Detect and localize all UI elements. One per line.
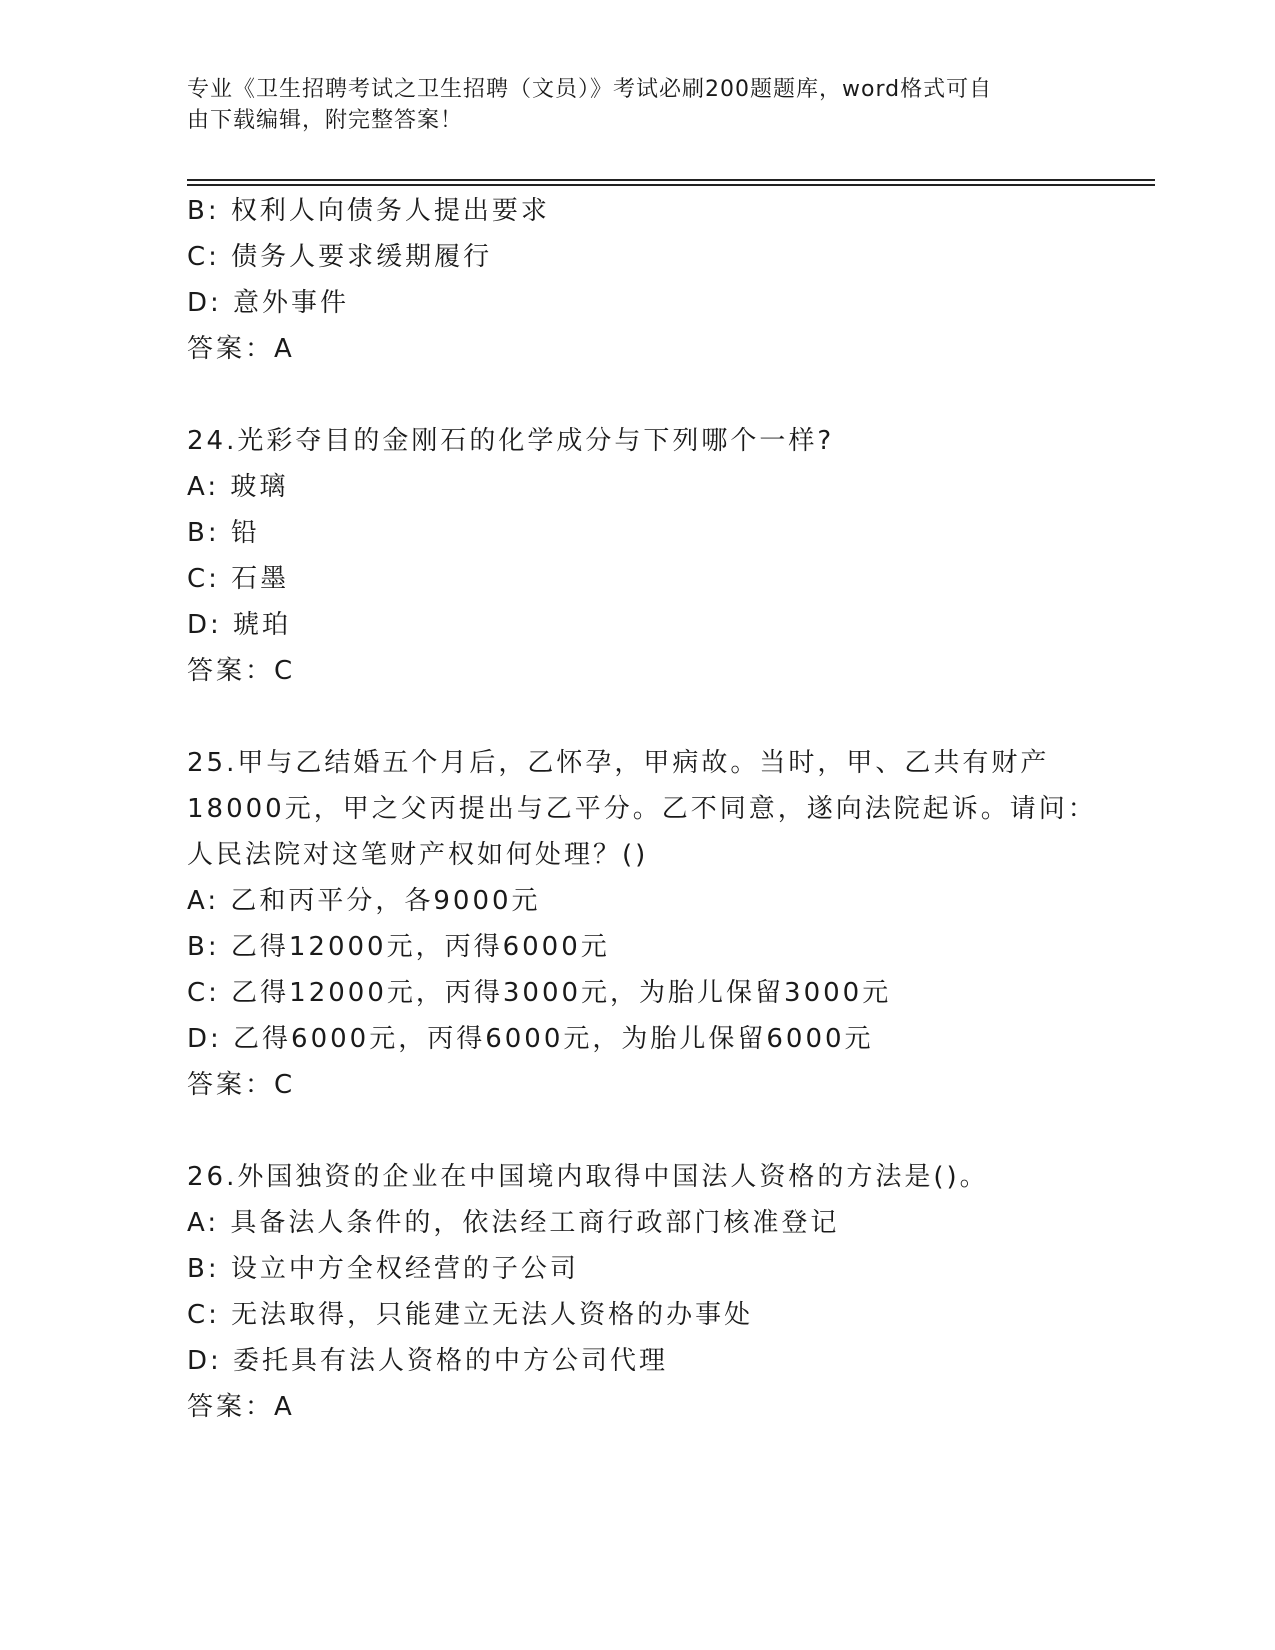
question-text: 24.光彩夺目的金刚石的化学成分与下列哪个一样?: [187, 426, 835, 456]
question-text: 26.外国独资的企业在中国境内取得中国法人资格的方法是()。: [187, 1162, 989, 1192]
option-b: B: 铅: [187, 518, 260, 548]
option-b: B: 权利人向债务人提出要求: [187, 196, 550, 226]
option-b: B: 乙得12000元，丙得6000元: [187, 932, 610, 962]
spacer: [187, 694, 1087, 740]
question-block-25: [187, 740, 1097, 1108]
option-d: D: 委托具有法人资格的中方公司代理: [187, 1346, 669, 1376]
option-d: D: 意外事件: [187, 288, 350, 318]
spacer: [187, 1108, 1087, 1154]
question-text-line-3: 人民法院对这笔财产权如何处理？(): [187, 840, 649, 870]
header-line-2: 由下载编辑，附完整答案！: [187, 108, 464, 133]
answer-line: 答案：A: [187, 334, 295, 364]
option-a: A: 乙和丙平分，各9000元: [187, 886, 541, 916]
option-d: D: 琥珀: [187, 610, 292, 640]
question-list: [187, 188, 1097, 1430]
question-block-24: [187, 418, 1087, 694]
answer-line: 答案：C: [187, 1070, 296, 1100]
spacer: [187, 372, 1087, 418]
option-a: A: 玻璃: [187, 472, 289, 502]
answer-line: 答案：A: [187, 1392, 295, 1422]
question-block-23: [187, 188, 1087, 372]
answer-line: 答案：C: [187, 656, 296, 686]
option-c: C: 乙得12000元，丙得3000元，为胎儿保留3000元: [187, 978, 892, 1008]
option-c: C: 石墨: [187, 564, 290, 594]
document-header: [187, 74, 1067, 136]
option-b: B: 设立中方全权经营的子公司: [187, 1254, 579, 1284]
question-text-line-2: 18000元，甲之父丙提出与乙平分。乙不同意，遂向法院起诉。请问：: [187, 794, 1097, 824]
option-c: C: 债务人要求缓期履行: [187, 242, 493, 272]
question-block-26: [187, 1154, 1087, 1430]
question-text-line-1: 25.甲与乙结婚五个月后，乙怀孕，甲病故。当时，甲、乙共有财产: [187, 748, 1050, 778]
header-line-1: 专业《卫生招聘考试之卫生招聘（文员）》考试必刷200题题库，word格式可自: [187, 77, 993, 102]
option-d: D: 乙得6000元，丙得6000元，为胎儿保留6000元: [187, 1024, 874, 1054]
option-c: C: 无法取得，只能建立无法人资格的办事处: [187, 1300, 754, 1330]
option-a: A: 具备法人条件的，依法经工商行政部门核准登记: [187, 1208, 840, 1238]
header-divider-top: [187, 179, 1155, 181]
header-divider-bottom: [187, 184, 1155, 186]
